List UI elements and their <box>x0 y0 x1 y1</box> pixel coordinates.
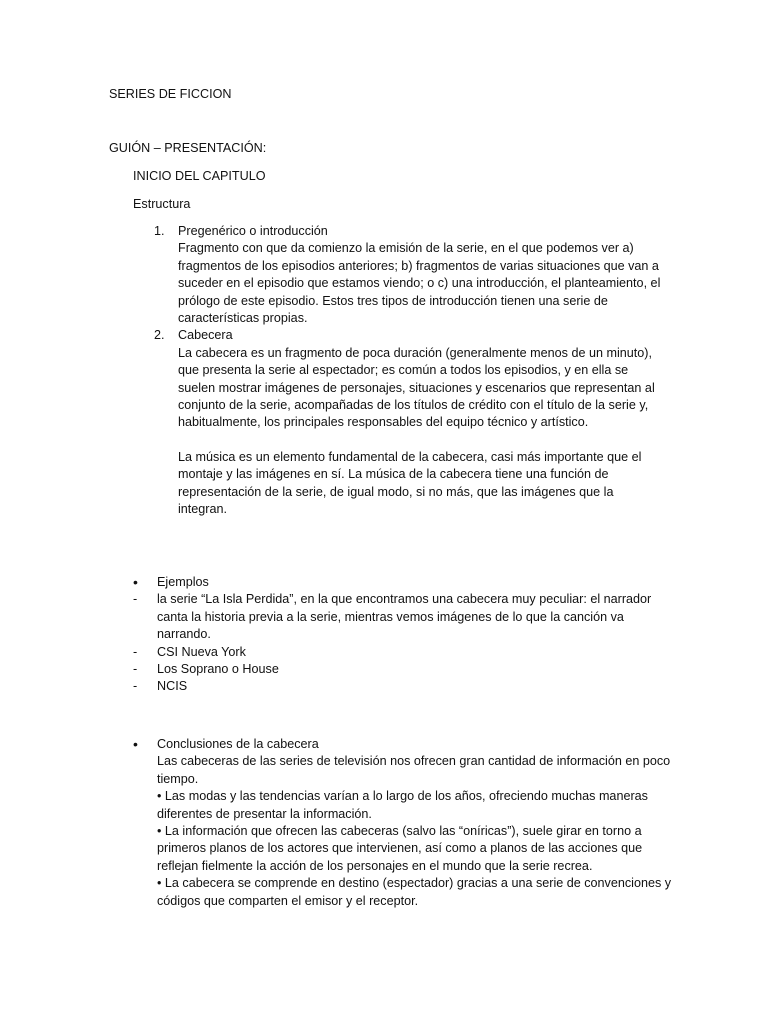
item-paragraph: Fragmento con que da comienzo la emisión de la serie, en el que podemos ver a) fragmentos de los episodios anteriores; b) fragmentos de varias situaciones que van a suceder en el episodio que estamos viendo; o c) una introducción, el planteamiento, el prólogo de este episodio. Estos tres tipos de introducción tienen una serie de características propias. <box>178 241 661 326</box>
conclusion-point: • La información que ofrecen las cabeceras (salvo las “oníricas”), suele girar en torno a primeros planos de los actores que intervienen, así como a planos de las acciones que reflejan fielmente la acción de los personajes en el mundo que la serie recrea. <box>157 824 643 873</box>
item-title: Pregenérico o introducción <box>178 224 328 238</box>
numbered-item-2 <box>154 327 664 518</box>
example-text: la serie “La Isla Perdida”, en la que encontramos una cabecera muy peculiar: el narrador canta la historia previa a la serie, mientras vemos imágenes de lo que la canción va narrando. <box>157 592 652 642</box>
example-text: NCIS <box>157 679 188 694</box>
item-number: 1. <box>154 224 165 238</box>
numbered-item-1 <box>154 223 664 327</box>
list-item <box>133 661 673 678</box>
examples-section <box>133 574 673 696</box>
list-item <box>133 644 673 661</box>
item-number: 2. <box>154 328 165 343</box>
conclusions-label: Conclusiones de la cabecera <box>157 737 319 751</box>
section-heading: GUIÓN – PRESENTACIÓN: <box>109 141 267 155</box>
document-title: SERIES DE FICCION <box>109 87 232 101</box>
chapter-start-heading: INICIO DEL CAPITULO <box>133 169 266 183</box>
conclusion-point: • La cabecera se comprende en destino (espectador) gracias a una serie de convenciones y códigos que comparten el emisor y el receptor. <box>157 876 672 908</box>
item-paragraph: La cabecera es un fragmento de poca duración (generalmente menos de un minuto), que presenta la serie al espectador; es común a todos los episodios, y en ella se suelen mostrar imágenes de personajes, situaciones y escenarios que representan al conjunto de la serie, acompañadas de los títulos de crédito con el título de la serie y, habitualmente, los principales responsables del equipo técnico y artístico. <box>178 345 655 430</box>
examples-bullet <box>133 574 673 591</box>
item-paragraph: La música es un elemento fundamental de la cabecera, casi más importante que el montaje y las imágenes en sí. La música de la cabecera tiene una función de representación de la serie, de igual modo, si no más, que las imágenes que la integran. <box>178 449 642 517</box>
dash-icon: - <box>133 662 138 677</box>
bullet-icon: • <box>133 574 138 590</box>
list-item <box>133 678 673 695</box>
dash-icon: - <box>133 592 138 607</box>
conclusions-intro: Las cabeceras de las series de televisión nos ofrecen gran cantidad de información en poco tiempo. <box>157 754 671 786</box>
conclusions-bullet <box>133 736 673 753</box>
conclusion-point: • Las modas y las tendencias varían a lo largo de los años, ofreciendo muchas maneras diferentes de presentar la información. <box>157 789 648 821</box>
list-item <box>133 591 673 643</box>
dash-icon: - <box>133 644 138 659</box>
example-text: CSI Nueva York <box>157 644 246 659</box>
numbered-list <box>154 223 664 519</box>
examples-label: Ejemplos <box>157 575 209 589</box>
conclusions-section <box>133 736 673 910</box>
example-text: Los Soprano o House <box>157 662 279 677</box>
structure-label: Estructura <box>133 197 191 211</box>
bullet-icon: • <box>133 736 138 752</box>
dash-icon: - <box>133 679 138 694</box>
item-title: Cabecera <box>178 328 233 343</box>
